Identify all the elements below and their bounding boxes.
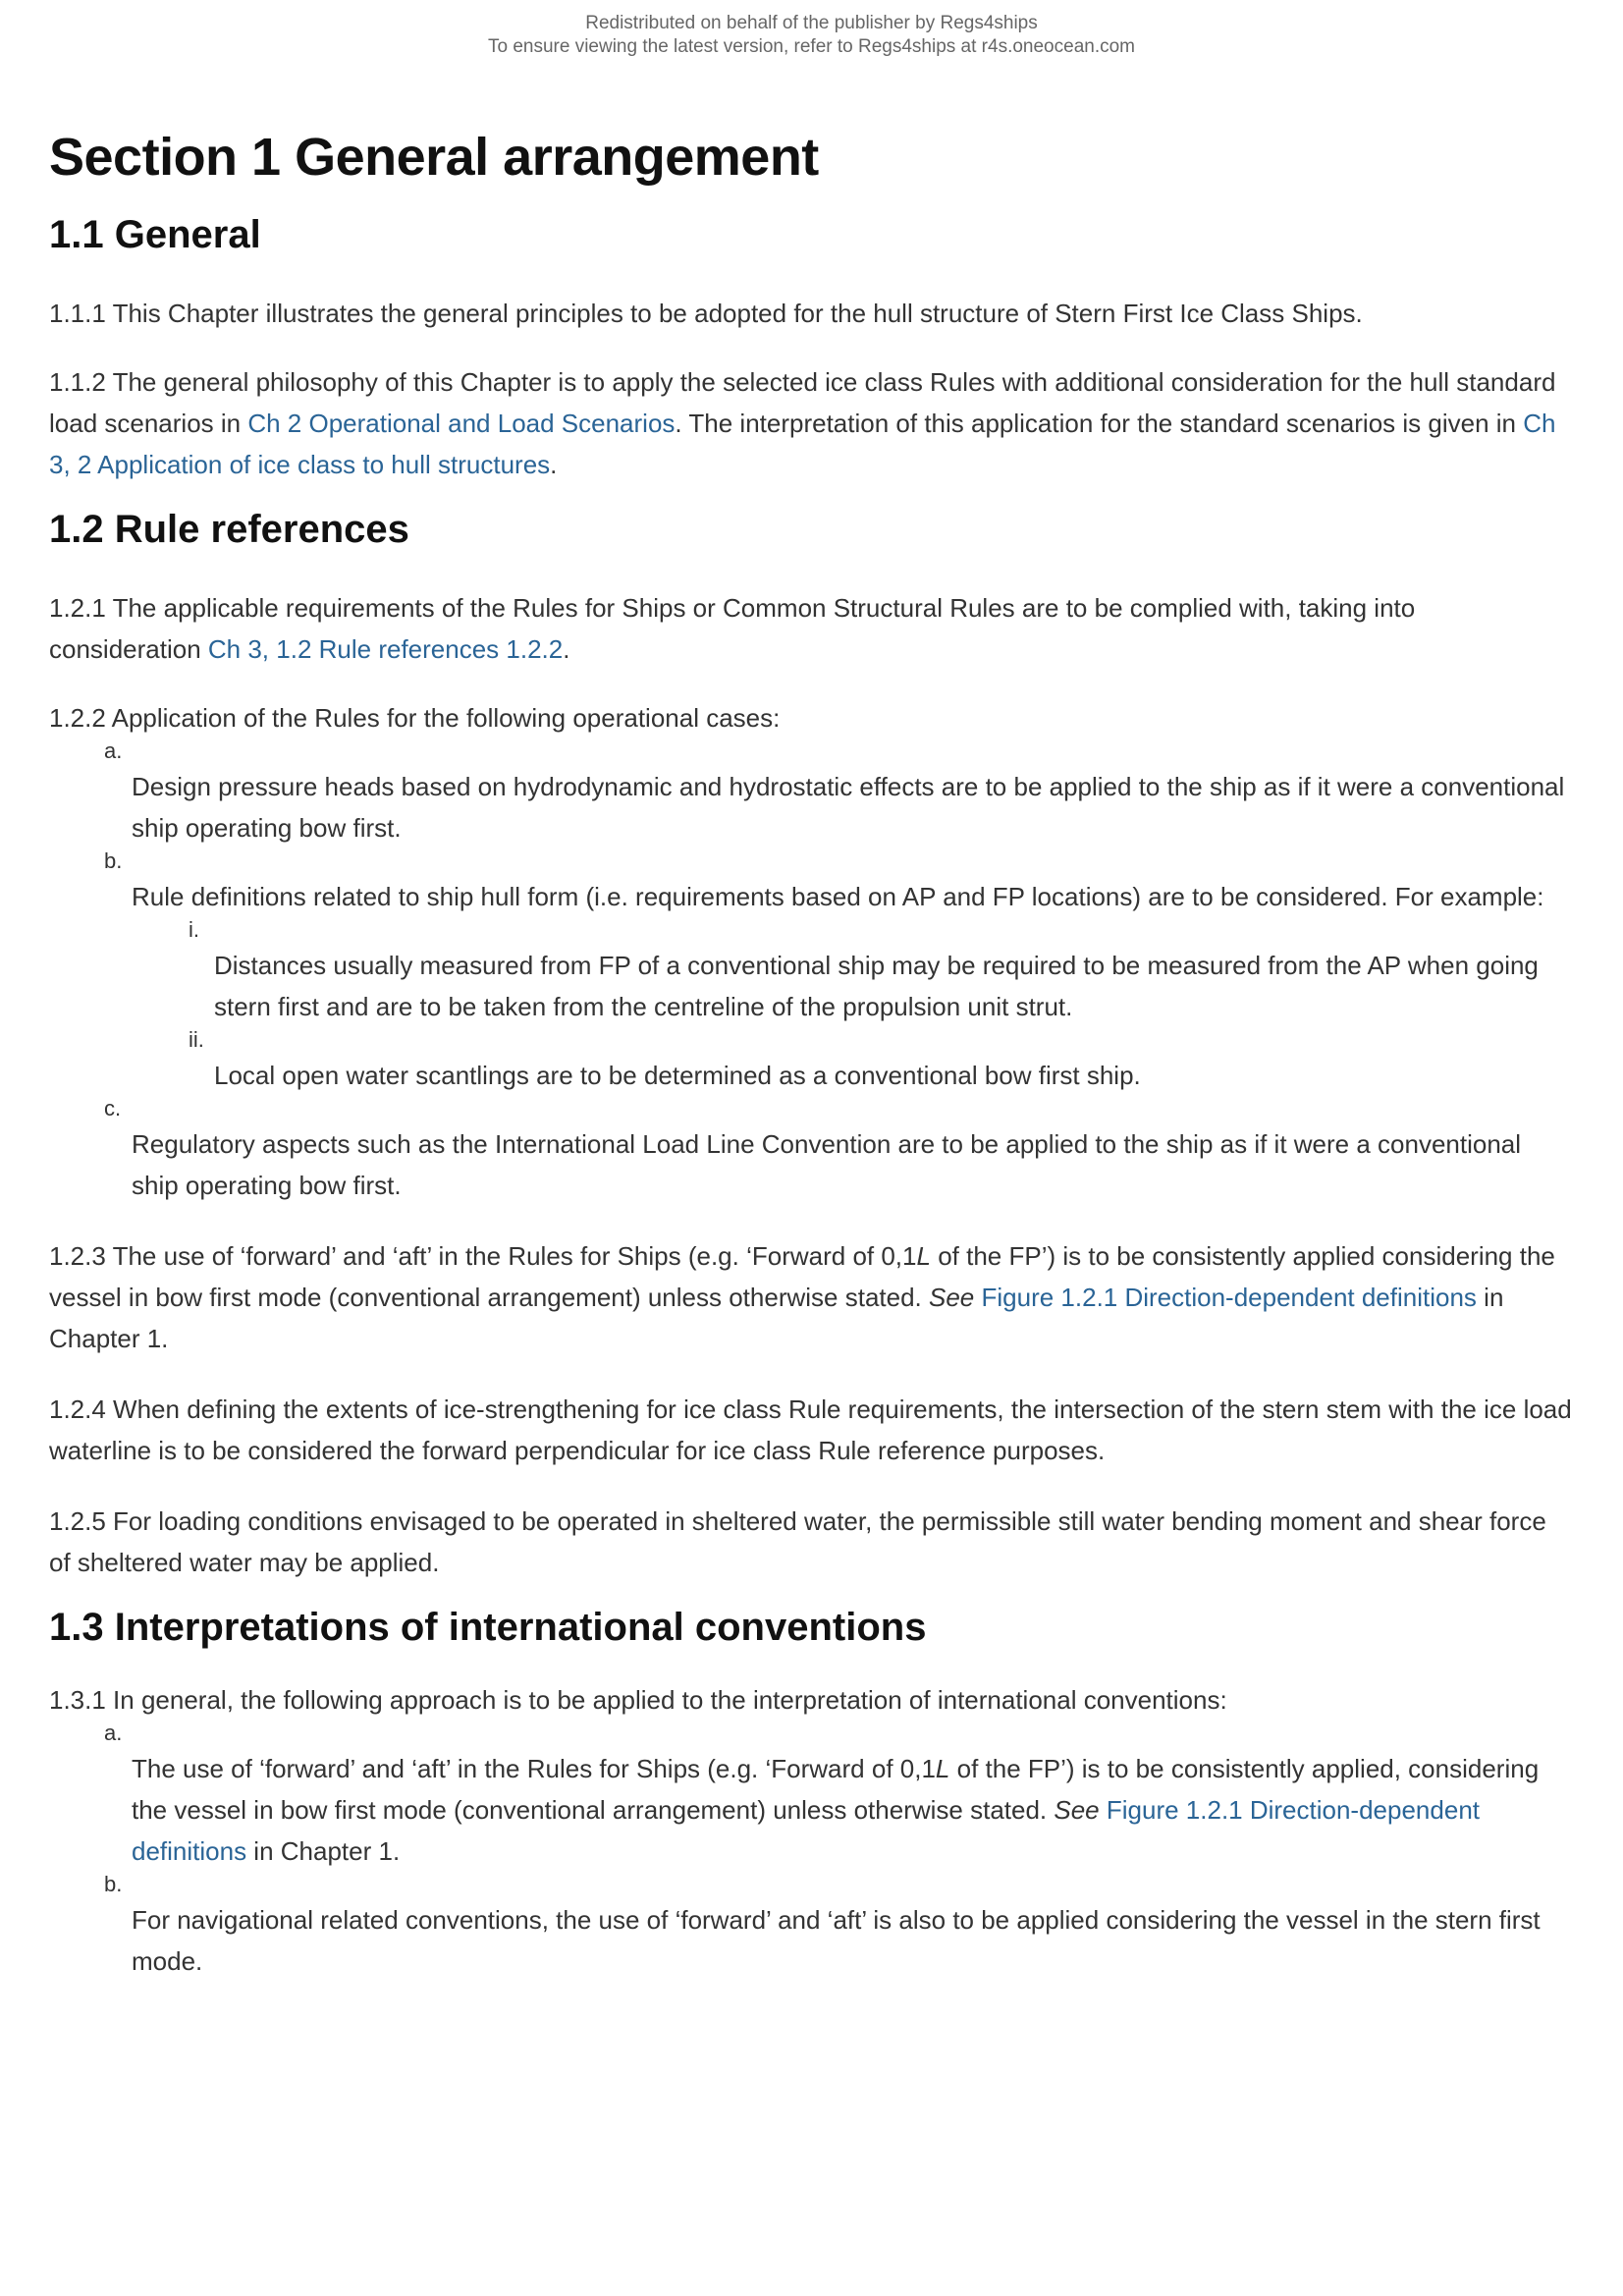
paragraph-1-2-4: 1.2.4 When defining the extents of ice-strengthening for ice class Rule requirements, the intersection of the stern stem with the ice load waterline is to be considered the forward perpendicular for ice class Rule reference purposes. [49,1394,1572,1465]
text-segment: 1.1.2 The general philosophy of this Chapter is to apply the selected ice class Rules with additional consideration for the hull standard load scenarios in [49,367,1556,438]
list-item-a [49,738,1574,848]
paragraph-1-2-5: 1.2.5 For loading conditions envisaged to be operated in sheltered water, the permissible still water bending moment and shear force of sheltered water may be applied. [49,1506,1546,1577]
list-item-text: Distances usually measured from FP of a conventional ship may be required to be measured from the AP when going stern first and are to be taken from the centreline of the propulsion unit strut. [214,951,1539,1021]
text-segment: L [935,1754,950,1783]
link-ch2-operational-load-scenarios[interactable]: Ch 2 Operational and Load Scenarios [247,409,676,438]
list-marker: i. [189,917,199,942]
list-marker: ii. [189,1027,204,1052]
list-item-b [49,1872,1574,1982]
paragraph-1-2-2: 1.2.2 Application of the Rules for the following operational cases: [49,703,781,733]
heading-1-1: 1.1 General [49,213,261,256]
paragraph-1-2-1 [49,587,1574,670]
text-segment: of the FP’) is to be consistently applied, considering the vessel in bow first mode (conventional arrangement) unless otherwise stated. [132,1754,1540,1825]
link-ch3-application-ice-class[interactable]: Ch 3, 2 Application of ice class to hull structures [49,409,1556,479]
redistribution-banner [49,0,1574,59]
list-item-text: Design pressure heads based on hydrodynamic and hydrostatic effects are to be applied to the ship as if it were a conventional ship operating bow first. [132,772,1565,843]
paragraph-1-3-1: 1.3.1 In general, the following approach is to be applied to the interpretation of international conventions: [49,1685,1227,1715]
list-item-text: Local open water scantlings are to be determined as a conventional bow first ship. [214,1061,1141,1090]
text-segment: . [563,634,570,664]
text-segment: in Chapter 1. [49,1283,1504,1353]
list-item-text: Regulatory aspects such as the International Load Line Convention are to be applied to the ship as if it were a conventional ship operating bow first. [132,1129,1522,1200]
text-segment: 1.2.3 The use of ‘forward’ and ‘aft’ in the Rules for Ships (e.g. ‘Forward of 0,1 [49,1241,917,1271]
link-ch3-rule-references[interactable]: Ch 3, 1.2 Rule references 1.2.2 [207,634,564,664]
list-item-a [49,1721,1574,1872]
banner-line-1: Redistributed on behalf of the publisher by Regs4ships [585,13,1038,33]
text-segment: . [550,450,558,479]
list-marker: a. [104,1721,123,1745]
text-segment: of the FP’) is to be consistently applied considering the vessel in bow first mode (conventional arrangement) unless otherwise stated. [49,1241,1555,1312]
list-1-3-1 [49,1721,1574,1982]
text-segment: . The interpretation of this application for the standard scenarios is given in [675,409,1524,438]
paragraph-1-1-2 [49,361,1574,485]
list-item-c [49,1096,1574,1206]
link-figure-1-2-1[interactable]: Figure 1.2.1 Direction-dependent definitions [132,1795,1480,1866]
list-marker: b. [104,848,123,873]
text-segment: The use of ‘forward’ and ‘aft’ in the Rules for Ships (e.g. ‘Forward of 0,1 [132,1754,936,1783]
section-title: Section 1 General arrangement [49,128,819,187]
heading-1-3: 1.3 Interpretations of international conventions [49,1606,927,1649]
paragraph-1-1-1: 1.1.1 This Chapter illustrates the general principles to be adopted for the hull structure of Stern First Ice Class Ships. [49,299,1363,328]
text-segment: L [916,1241,931,1271]
link-figure-1-2-1[interactable]: Figure 1.2.1 Direction-dependent definitions [981,1283,1477,1312]
list-item-text: Rule definitions related to ship hull form (i.e. requirements based on AP and FP locations) are to be considered. For example: [132,882,1544,911]
list-1-2-2 [49,738,1574,1206]
list-marker: a. [104,738,123,763]
list-item-b-ii [49,1027,1574,1096]
text-segment: in Chapter 1. [246,1836,401,1866]
list-marker: c. [104,1096,122,1121]
heading-1-2: 1.2 Rule references [49,508,409,551]
text-segment: See [929,1283,975,1312]
list-item-b-i [49,917,1574,1027]
text-segment: 1.2.1 The applicable requirements of the Rules for Ships or Common Structural Rules are to be complied with, taking into consideration [49,593,1416,664]
text-segment: See [1054,1795,1100,1825]
banner-line-2: To ensure viewing the latest version, refer to Regs4ships at r4s.oneocean.com [487,36,1136,57]
list-item-b [49,848,1574,917]
paragraph-1-2-3 [49,1235,1574,1359]
list-item-text: For navigational related conventions, the use of ‘forward’ and ‘aft’ is also to be applied considering the vessel in the stern first mode. [132,1905,1541,1976]
list-marker: b. [104,1872,123,1896]
list-item-text [132,1734,1574,1872]
